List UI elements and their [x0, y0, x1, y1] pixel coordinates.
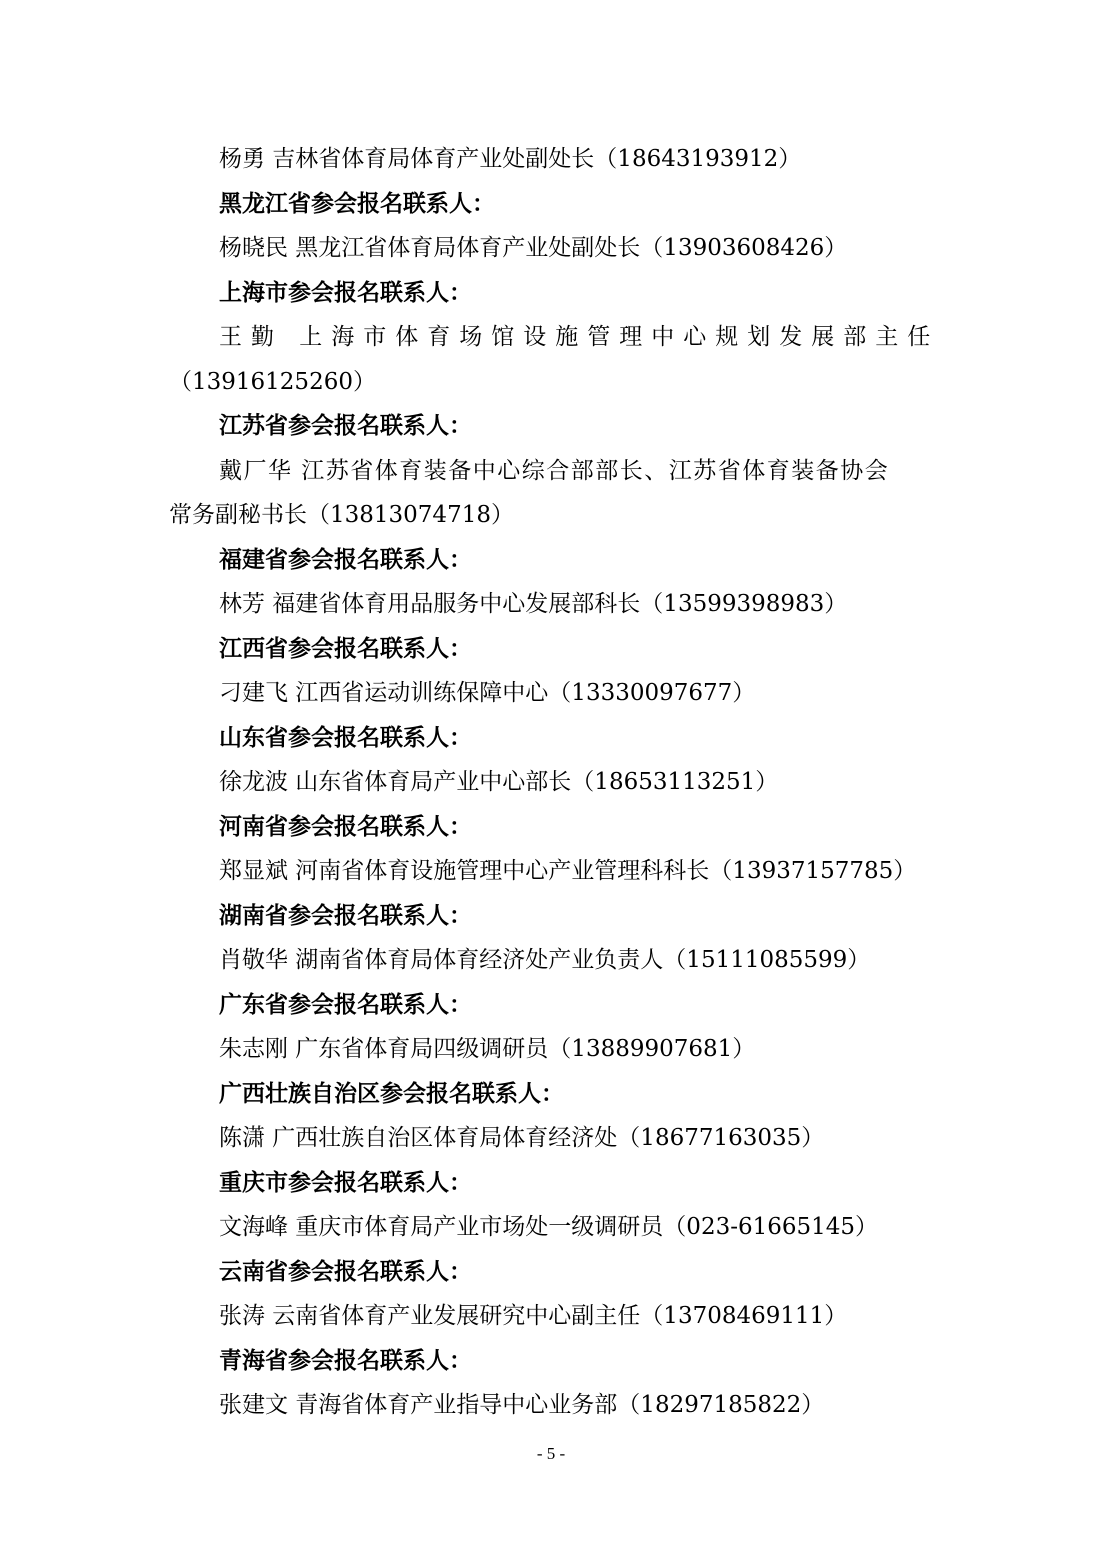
heading-fujian: 福建省参会报名联系人： [219, 547, 472, 573]
heading-shanghai: 上海市参会报名联系人： [219, 280, 472, 306]
heading-jiangsu: 江苏省参会报名联系人： [219, 413, 472, 439]
contact-line-jilin: 杨勇 吉林省体育局体育产业处副处长（18643193912） [219, 146, 802, 172]
heading-qinghai: 青海省参会报名联系人： [219, 1348, 472, 1374]
heading-hunan: 湖南省参会报名联系人： [219, 903, 472, 929]
heading-henan: 河南省参会报名联系人： [219, 814, 472, 840]
contact-line-yunnan: 张涛 云南省体育产业发展研究中心副主任（13708469111） [219, 1303, 848, 1329]
heading-chongqing: 重庆市参会报名联系人： [219, 1170, 472, 1196]
heading-guangdong: 广东省参会报名联系人： [219, 992, 472, 1018]
contact-line-jiangsu: 戴厂华 江苏省体育装备中心综合部部长、江苏省体育装备协会 [219, 458, 890, 484]
heading-guangxi: 广西壮族自治区参会报名联系人： [219, 1081, 564, 1107]
contact-line-henan: 郑显斌 河南省体育设施管理中心产业管理科科长（13937157785） [219, 858, 917, 884]
heading-yunnan: 云南省参会报名联系人： [219, 1259, 472, 1285]
heading-shandong: 山东省参会报名联系人： [219, 725, 472, 751]
contact-line-jiangsu-cont: 常务副秘书长（13813074718） [169, 502, 514, 528]
contact-line-hunan: 肖敬华 湖南省体育局体育经济处产业负责人（15111085599） [219, 947, 871, 973]
heading-heilongjiang: 黑龙江省参会报名联系人： [219, 191, 495, 217]
contact-line-guangxi: 陈潇 广西壮族自治区体育局体育经济处（18677163035） [219, 1125, 825, 1151]
contact-line-qinghai: 张建文 青海省体育产业指导中心业务部（18297185822） [219, 1392, 825, 1418]
contact-line-shanghai: 王勤 上海市体育场馆设施管理中心规划发展部主任 [219, 324, 940, 350]
contact-line-chongqing: 文海峰 重庆市体育局产业市场处一级调研员（023-61665145） [219, 1214, 879, 1240]
page-number: - 5 - [536, 1444, 566, 1463]
contact-line-fujian: 林芳 福建省体育用品服务中心发展部科长（13599398983） [219, 591, 848, 617]
contact-line-heilongjiang: 杨晓民 黑龙江省体育局体育产业处副处长（13903608426） [219, 235, 848, 261]
contact-line-shandong: 徐龙波 山东省体育局产业中心部长（18653113251） [219, 769, 779, 795]
contact-line-guangdong: 朱志刚 广东省体育局四级调研员（13889907681） [219, 1036, 756, 1062]
contact-line-shanghai-phone: （13916125260） [169, 369, 376, 395]
contact-line-jiangxi: 刁建飞 江西省运动训练保障中心（13330097677） [219, 680, 756, 706]
heading-jiangxi: 江西省参会报名联系人： [219, 636, 472, 662]
